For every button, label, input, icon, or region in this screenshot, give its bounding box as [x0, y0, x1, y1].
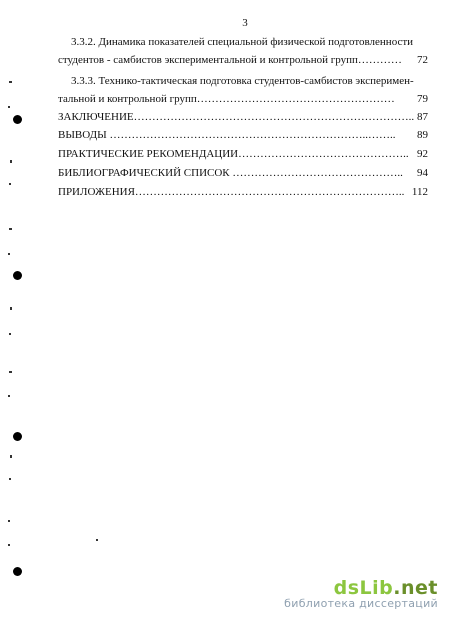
toc-entry-3-3-2-line-2: студентов - самбистов экспериментальной и контрольной групп…………	[58, 54, 402, 66]
binder-hole-mark	[13, 271, 22, 280]
toc-entry-findings: ВЫВОДЫ ……………………………………………………………..……..	[58, 129, 396, 141]
toc-entry-appendices-page: 112	[411, 186, 428, 198]
watermark-caption: библиотека диссертаций	[284, 597, 438, 610]
toc-entry-3-3-3-line-1: 3.3.3. Технико-тактическая подготовка студентов-самбистов эксперимен-	[71, 75, 414, 87]
toc-entry-bibliography: БИБЛИОГРАФИЧЕСКИЙ СПИСОК ………………………………………..	[58, 167, 403, 179]
scan-speck	[96, 539, 98, 541]
binder-hole-mark	[13, 432, 22, 441]
scan-speck	[10, 455, 12, 458]
scan-speck	[8, 544, 10, 546]
scan-speck	[9, 478, 11, 480]
scan-speck	[10, 307, 12, 310]
scan-speck	[8, 253, 10, 255]
watermark-logo-main: dsLib	[333, 577, 394, 599]
scan-speck	[9, 183, 11, 185]
scan-speck	[8, 395, 10, 397]
scan-speck	[10, 160, 12, 163]
toc-entry-conclusion: ЗАКЛЮЧЕНИЕ…………………………………………………………………..	[58, 111, 415, 123]
scan-speck	[9, 333, 11, 335]
toc-entry-3-3-3-line-2: тальной и контрольной групп………………………………………………	[58, 93, 395, 105]
toc-entry-3-3-2-line-1: 3.3.2. Динамика показателей специальной физической подготовленности	[71, 36, 414, 48]
scan-speck	[8, 106, 10, 108]
binder-hole-mark	[13, 115, 22, 124]
watermark-logo-suffix: .net	[393, 577, 438, 599]
toc-entry-conclusion-page: 87	[417, 111, 428, 123]
scan-speck	[9, 228, 12, 230]
toc-entry-bibliography-page: 94	[417, 167, 428, 179]
page-number: 3	[242, 17, 248, 29]
site-watermark	[284, 577, 438, 610]
toc-entry-3-3-3-page: 79	[417, 93, 428, 105]
toc-entry-findings-page: 89	[417, 129, 428, 141]
toc-entry-appendices: ПРИЛОЖЕНИЯ………………………………………………………………..	[58, 186, 405, 198]
scan-speck	[8, 520, 10, 522]
scan-speck	[9, 371, 12, 373]
watermark-logo	[284, 577, 438, 599]
binder-hole-mark	[13, 567, 22, 576]
toc-entry-recommendations: ПРАКТИЧЕСКИЕ РЕКОМЕНДАЦИИ………………………………………..	[58, 148, 409, 160]
toc-entry-3-3-2-page: 72	[417, 54, 428, 66]
toc-entry-recommendations-page: 92	[417, 148, 428, 160]
scan-speck	[9, 81, 12, 83]
